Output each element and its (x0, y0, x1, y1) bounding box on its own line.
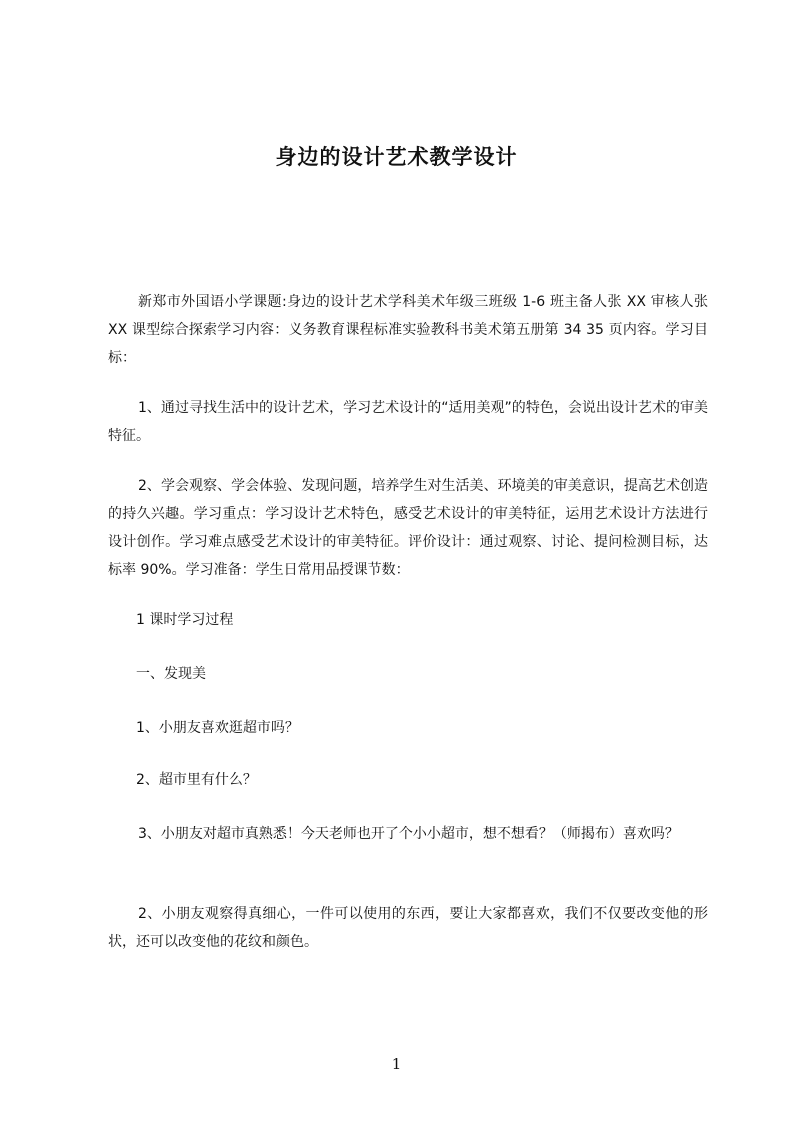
paragraph-lesson-process: 1 课时学习过程 (136, 612, 234, 628)
paragraph-course-info: 新郑市外国语小学课题:身边的设计艺术学科美术年级三班级 1-6 班主备人张 XX 审核人张 XX 课型综合探索学习内容：义务教育课程标准实验教科书美术第五册第 34 35 页内容。学习目标： (108, 294, 708, 366)
document-title: 身边的设计艺术教学设计 (275, 145, 518, 169)
page-number: 1 (391, 1055, 402, 1073)
paragraph-observation: 2、小朋友观察得真细心，一件可以使用的东西，要让大家都喜欢，我们不仅要改变他的形状，还可以改变他的花纹和颜色。 (108, 906, 708, 950)
paragraph-objective-2: 2、学会观察、学会体验、发现问题，培养学生对生活美、环境美的审美意识，提高艺术创造的持久兴趣。学习重点：学习设计艺术特色，感受艺术设计的审美特征，运用艺术设计方法进行设计创作。学习难点感受艺术设计的审美特征。评价设计：通过观察、讨论、提问检测目标，达标率 90%。学习准备：学生日常用品授课节数： (108, 478, 708, 578)
paragraph-question-2: 2、超市里有什么？ (136, 772, 257, 788)
paragraph-question-1: 1、小朋友喜欢逛超市吗？ (136, 720, 299, 736)
paragraph-question-3: 3、小朋友对超市真熟悉！今天老师也开了个小小超市，想不想看？（师揭布）喜欢吗？ (138, 826, 679, 842)
paragraph-objective-1: 1、通过寻找生活中的设计艺术，学习艺术设计的“适用美观”的特色，会说出设计艺术的审美特征。 (108, 400, 708, 444)
heading-discover-beauty: 一、发现美 (136, 666, 206, 682)
